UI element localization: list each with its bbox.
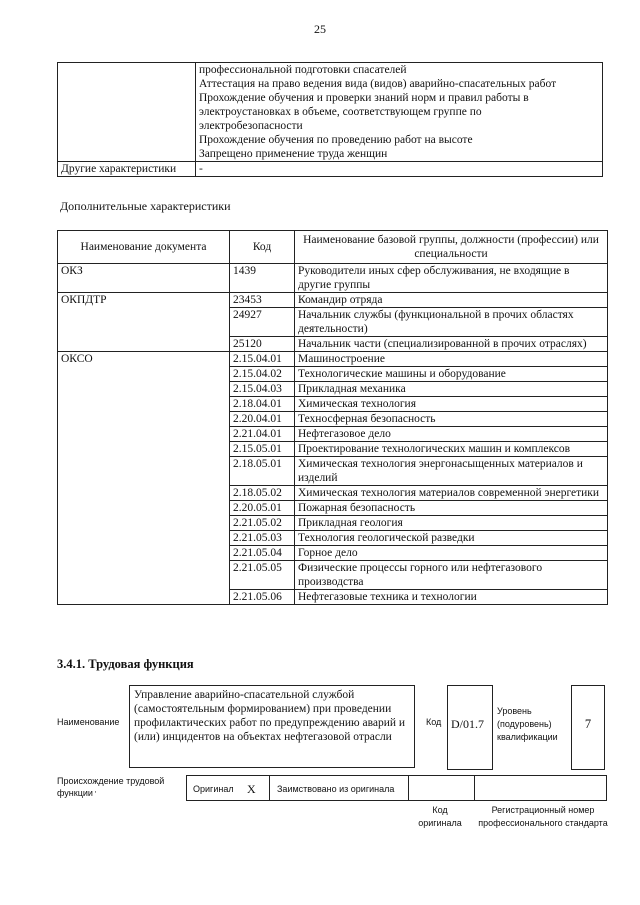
document-cell: ОКПДТР — [58, 293, 230, 352]
requirement-line: Прохождение обучения по проведению работ на высоте — [199, 134, 473, 146]
level-value-box — [571, 685, 605, 770]
qualification-requirements-table — [57, 62, 603, 177]
header-code: Код — [230, 231, 295, 264]
page-number: 25 — [314, 22, 326, 36]
specialty-name-cell: Начальник части (специализированной в прочих отраслях) — [295, 337, 608, 352]
specialty-name-cell: Начальник службы (функциональной в прочих областях деятельности) — [295, 308, 608, 337]
empty-cell — [58, 63, 196, 162]
specialty-name-cell: Технологические машины и оборудование — [295, 367, 608, 382]
origin-table — [186, 775, 607, 801]
labor-function-heading: 3.4.1. Трудовая функция — [57, 657, 194, 671]
table-row — [58, 352, 608, 367]
table-row — [58, 162, 603, 177]
code-cell: 2.15.04.02 — [230, 367, 295, 382]
original-mark: X — [247, 782, 256, 796]
table-row — [58, 264, 608, 293]
additional-characteristics-table — [57, 230, 608, 605]
reg-number-label: Регистрационный номер профессионального стандарта — [478, 805, 608, 828]
specialty-name-cell: Химическая технология энергонасыщенных материалов и изделий — [295, 457, 608, 486]
specialty-name-cell: Прикладная механика — [295, 382, 608, 397]
specialty-name-cell: Пожарная безопасность — [295, 501, 608, 516]
specialty-name-cell: Нефтегазовые техника и технологии — [295, 590, 608, 605]
code-cell: 2.20.05.01 — [230, 501, 295, 516]
function-name-box: Управление аварийно-спасательной службой (самостоятельным формированием) при проведении профилактических работ по предупреждению аварий и (или) инцидентов на объектах нефтегазовой отрасли — [129, 685, 415, 768]
code-cell: 2.18.05.02 — [230, 486, 295, 501]
specialty-name-cell: Нефтегазовое дело — [295, 427, 608, 442]
code-cell: 2.21.04.01 — [230, 427, 295, 442]
cell-divider — [474, 776, 475, 800]
level-label: Уровень (подуровень) квалификации — [497, 706, 558, 742]
document-cell: ОКЗ — [58, 264, 230, 293]
borrowed-label: Заимствовано из оригинала — [277, 784, 395, 794]
specialty-name-cell: Горное дело — [295, 546, 608, 561]
code-cell: 2.21.05.05 — [230, 561, 295, 590]
specialty-name-cell: Прикладная геология — [295, 516, 608, 531]
code-cell: 2.15.04.03 — [230, 382, 295, 397]
header-name: Наименование базовой группы, должности (профессии) или специальности — [295, 231, 608, 264]
code-cell: 24927 — [230, 308, 295, 337]
header-doc: Наименование документа — [58, 231, 230, 264]
code-cell: 2.20.04.01 — [230, 412, 295, 427]
name-label: Наименование — [57, 717, 120, 727]
section-title: Дополнительные характеристики — [60, 199, 231, 213]
code-cell: 23453 — [230, 293, 295, 308]
code-cell: 2.21.05.02 — [230, 516, 295, 531]
code-original-label: Код оригинала — [418, 805, 462, 828]
code-value-box — [447, 685, 493, 770]
specialty-name-cell: Командир отряда — [295, 293, 608, 308]
code-cell: 2.21.05.06 — [230, 590, 295, 605]
specialty-name-cell: Физические процессы горного или нефтегазового производства — [295, 561, 608, 590]
code-cell: 2.21.05.04 — [230, 546, 295, 561]
specialty-name-cell: Машиностроение — [295, 352, 608, 367]
requirement-line: Аттестация на право ведения вида (видов) аварийно-спасательных работ — [199, 78, 557, 90]
code-cell: 2.18.05.01 — [230, 457, 295, 486]
table-row — [58, 293, 608, 308]
table-header-row — [58, 231, 608, 264]
table-row — [58, 63, 603, 162]
specialty-name-cell: Химическая технология материалов современной энергетики — [295, 486, 608, 501]
specialty-name-cell: Руководители иных сфер обслуживания, не входящие в другие группы — [295, 264, 608, 293]
requirement-line: электроустановках в объеме, соответствующем группе по — [199, 106, 482, 118]
specialty-name-cell: Технология геологической разведки — [295, 531, 608, 546]
origin-label: Происхождение трудовой функции — [57, 776, 165, 798]
code-value: D/01.7 — [451, 717, 484, 731]
code-cell: 25120 — [230, 337, 295, 352]
specialty-name-cell: Химическая технология — [295, 397, 608, 412]
level-value: 7 — [584, 717, 592, 731]
original-label: Оригинал — [193, 784, 234, 794]
code-label: Код — [426, 717, 442, 727]
other-characteristics-value: - — [196, 162, 603, 177]
document-cell: ОКСО — [58, 352, 230, 605]
code-cell: 2.15.04.01 — [230, 352, 295, 367]
other-characteristics-label: Другие характеристики — [58, 162, 196, 177]
cell-divider — [269, 776, 270, 800]
tick-mark: · — [94, 787, 97, 797]
code-cell: 2.15.05.01 — [230, 442, 295, 457]
requirement-line: Прохождение обучения и проверки знаний норм и правил работы в — [199, 92, 529, 104]
code-cell: 2.21.05.03 — [230, 531, 295, 546]
requirement-line: Запрещено применение труда женщин — [199, 148, 388, 160]
requirement-line: профессиональной подготовки спасателей — [199, 64, 407, 76]
cell-divider — [408, 776, 409, 800]
code-cell: 2.18.04.01 — [230, 397, 295, 412]
requirements-cell — [196, 63, 603, 162]
specialty-name-cell: Проектирование технологических машин и комплексов — [295, 442, 608, 457]
requirement-line: электробезопасности — [199, 120, 303, 132]
specialty-name-cell: Техносферная безопасность — [295, 412, 608, 427]
code-cell: 1439 — [230, 264, 295, 293]
